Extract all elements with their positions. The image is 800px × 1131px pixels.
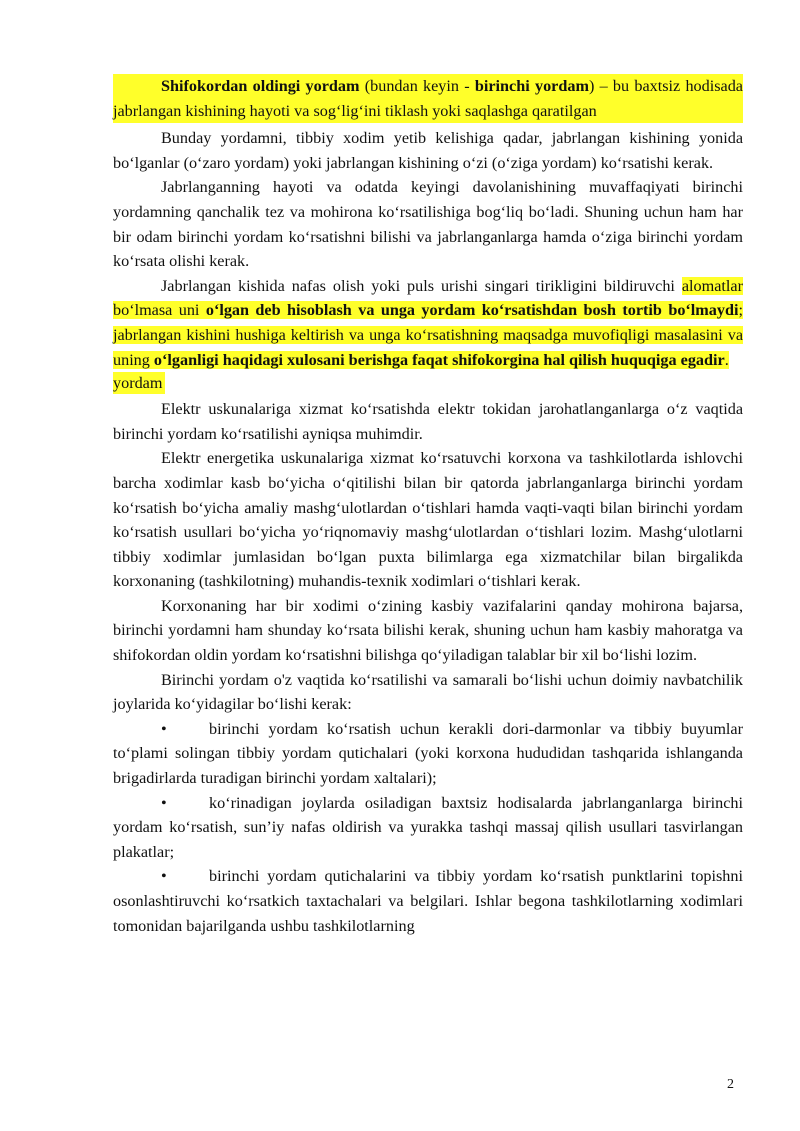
bullet-icon: •: [161, 719, 167, 738]
paragraph-definition: Shifokordan oldingi yordam (bundan keyin - birinchi yordam) – bu baxtsiz hodisada jabrlangan kishining hayoti va sog‘lig‘ini tiklash yoki saqlashga qaratilgan: [113, 74, 743, 123]
list-item: • birinchi yordam qutichalarini va tibbiy yordam ko‘rsatish punktlarini topishni osonlashtiruvchi ko‘rsatkich taxtachalari va belgilari. Ishlar begona tashkilotlarning xodimlari tomonidan bajarilganda ushbu tashkilotlarning: [113, 864, 743, 938]
paragraph: Elektr energetika uskunalariga xizmat ko‘rsatuvchi korxona va tashkilotlarda ishlovchi barcha xodimlar kasb bo‘yicha o‘qitilishi bilan bir qatorda jabrlanganlarga birinchi yordam ko‘rsatish bo‘yicha amaliy mashg‘ulotlardan o‘tishlari hamda vaqti-vaqti bilan birinchi yordam ko‘rsatish usullari bo‘yicha yo‘riqnomaviy mashg‘ulotlardan o‘tishlari lozim. Mashg‘ulotlarni tibbiy xodimlar jumlasidan bo‘lgan puxta bilimlarga ega xizmatchilar bilan birgalikda korxonaning (tashkilotning) muhandis-texnik xodimlari o‘tishlari kerak.: [113, 449, 743, 591]
bold-statement: o‘lgan deb hisoblash va unga yordam ko‘rsatishdan bosh tortib bo‘lmaydi: [205, 301, 739, 320]
document-body: [113, 74, 743, 938]
term-bold: Shifokordan oldingi yordam: [161, 77, 360, 95]
list-item: • ko‘rinadigan joylarda osiladigan baxtsiz hodisalarda jabrlanganlarga birinchi yordam ko‘rsatish, sun’iy nafas oldirish va yurakka tashqi massaj qilish usullari tasvirlangan plakatlar;: [113, 791, 743, 865]
bullet-icon: •: [161, 867, 167, 886]
highlighted-fragment-line: yordam: [113, 372, 743, 394]
list-item: • birinchi yordam ko‘rsatish uchun kerakli dori-darmonlar va tibbiy buyumlar to‘plami solingan tibbiy yordam qutichalari (yoki korxona hududidan tashqarida ishlanganda brigadirlarda turadigan birinchi yordam xaltalari);: [113, 717, 743, 791]
term-bold: birinchi yordam: [474, 77, 589, 95]
paragraph-highlighted: Jabrlangan kishida nafas olish yoki puls urishi singari tirikligini bildiruvchi alomatlar bo‘lmasa uni o‘lgan deb hisoblash va unga yordam ko‘rsatishdan bosh tortib bo‘lmaydi; jabrlangan kishini hushiga keltirish va unga ko‘rsatishning maqsadga muvofiqligi masalasini va uning o‘lganligi haqidagi xulosani berishga faqat shifokorgina hal qilish huquqiga egadir.: [113, 276, 743, 369]
page-number: 2: [727, 1077, 734, 1092]
paragraph: Jabrlanganning hayoti va odatda keyingi davolanishining muvaffaqiyati birinchi yordamning qanchalik tez va mohirona ko‘rsatilishiga bog‘liq bo‘ladi. Shuning uchun ham har bir odam birinchi yordam ko‘rsatishni bilishi va jabrlanganlarga hamda o‘ziga birinchi yordam ko‘rsata olishi kerak.: [113, 178, 743, 271]
paragraph: Birinchi yordam o'z vaqtida ko‘rsatilishi va samarali bo‘lishi uchun doimiy navbatchilik joylarida ko‘yidagilar bo‘lishi kerak:: [113, 670, 743, 714]
paragraph: Elektr uskunalariga xizmat ko‘rsatishda elektr tokidan jarohatlanganlarga o‘z vaqtida birinchi yordam ko‘rsatilishi ayniqsa muhimdir.: [113, 400, 743, 443]
bold-statement: o‘lganligi haqidagi xulosani berishga faqat shifokorgina hal qilish huquqiga egadir: [153, 350, 725, 369]
paragraph: Bunday yordamni, tibbiy xodim yetib kelishiga qadar, jabrlangan kishining yonida bo‘lganlar (o‘zaro yordam) yoki jabrlangan kishining o‘zi (o‘ziga yordam) ko‘rsatishi kerak.: [113, 129, 743, 172]
bullet-icon: •: [161, 793, 167, 812]
paragraph: Korxonaning har bir xodimi o‘zining kasbiy vazifalarini qanday mohirona bajarsa, birinchi yordamni ham shunday ko‘rsata bilishi kerak, shuning uchun ham kasbiy mahoratga va shifokordan oldin yordam ko‘rsatishni bilishga qo‘yiladigan talablar bir xil bo‘lishi lozim.: [113, 596, 743, 665]
